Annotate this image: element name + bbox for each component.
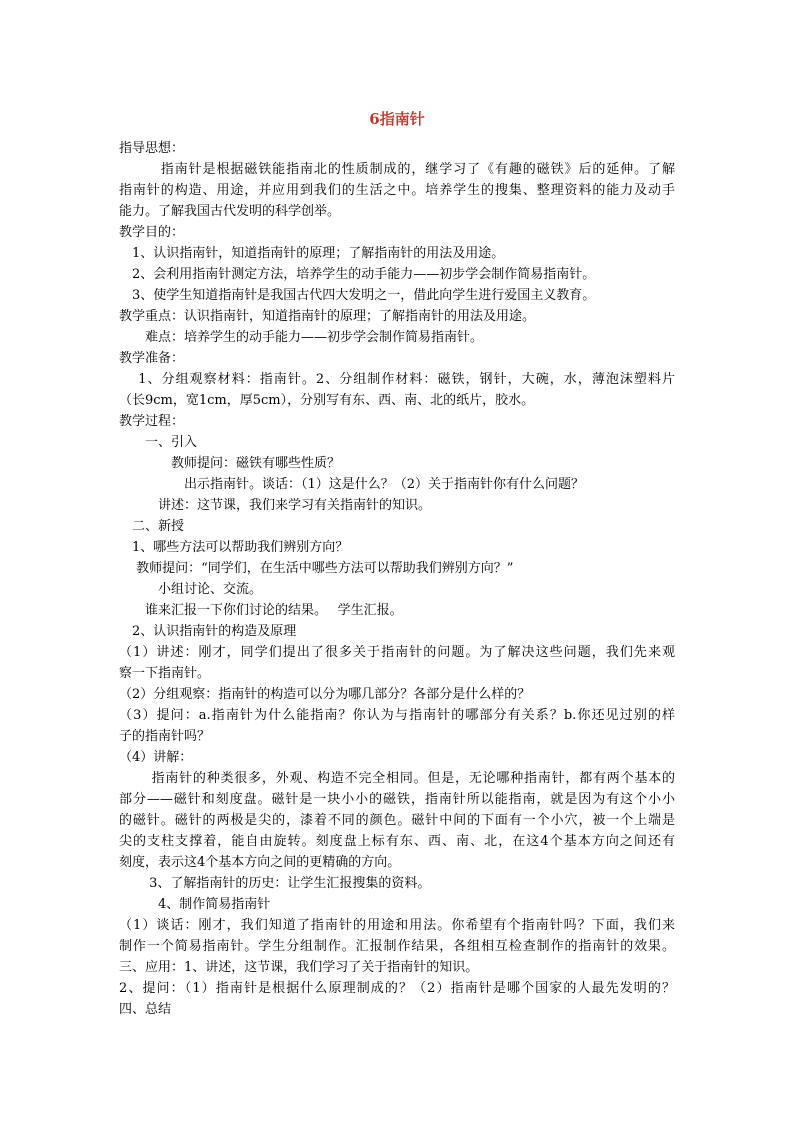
text-line: 指南针的构造、用途，并应用到我们的生活之中。培养学生的搜集、整理资料的能力及动手 <box>119 183 675 198</box>
text-line: 1、认识指南针，知道指南针的原理；了解指南针的用法及用途。 <box>119 246 505 261</box>
text-line: 指南针是根据磁铁能指南北的性质制成的，继学习了《有趣的磁铁》后的延伸。了解 <box>119 162 675 177</box>
text-line: 三、应用：1、讲述，这节课，我们学习了关于指南针的知识。 <box>119 960 479 975</box>
text-line: （1）讲述：刚才，同学们提出了很多关于指南针的问题。为了解决这些问题，我们先来观 <box>119 645 675 660</box>
text-line: （3）提问：a.指南针为什么能指南？你认为与指南针的哪部分有关系？b.你还见过别的样 <box>119 708 675 723</box>
text-line: 3、了解指南针的历史：让学生汇报搜集的资料。 <box>119 876 431 891</box>
text-line: 2、提问：（1）指南针是根据什么原理制成的？（2）指南针是哪个国家的人最先发明的？ <box>119 981 675 996</box>
text-line: 讲述：这节课，我们来学习有关指南针的知识。 <box>119 498 432 513</box>
text-line: 四、总结 <box>119 1002 172 1017</box>
text-line: 子的指南针吗？ <box>119 729 211 744</box>
text-line: 1、分组观察材料：指南针。2、分组制作材料：磁铁，钢针，大碗，水，薄泡沫塑料片 <box>119 372 675 387</box>
text-line: 指导思想： <box>119 141 185 156</box>
text-line: 教学准备： <box>119 351 185 366</box>
text-line: 小组讨论、交流。 <box>119 582 263 597</box>
text-line: 教学过程： <box>119 414 185 429</box>
text-line: 难点：培养学生的动手能力——初步学会制作简易指南针。 <box>119 330 484 345</box>
text-line: 教学重点：认识指南针，知道指南针的原理；了解指南针的用法及用途。 <box>119 309 536 324</box>
text-line: 教师提问：磁铁有哪些性质？ <box>119 456 341 471</box>
text-line: 2、会利用指南针测定方法，培养学生的动手能力——初步学会制作简易指南针。 <box>119 267 596 282</box>
document-title: 6指南针 <box>369 110 425 128</box>
text-line: 部分——磁针和刻度盘。磁针是一块小小的磁铁，指南针所以能指南，就是因为有这个小小 <box>119 792 675 807</box>
text-line: 刻度，表示这4个基本方向之间的更精确的方向。 <box>119 855 401 870</box>
text-line: （4）讲解： <box>119 750 193 765</box>
text-line: 察一下指南针。 <box>119 666 211 681</box>
text-line: 3、使学生知道指南针是我国古代四大发明之一，借此向学生进行爱国主义教育。 <box>119 288 596 303</box>
text-line: 1、哪些方法可以帮助我们辨别方向？ <box>119 540 349 555</box>
text-line: 能力。了解我国古代发明的科学创举。 <box>119 204 341 219</box>
text-line: 尖的支柱支撑着，能自由旋转。刻度盘上标有东、西、南、北，在这4个基本方向之间还有 <box>119 834 675 849</box>
text-line: （1）谈话：刚才，我们知道了指南针的用途和用法。你希望有个指南针吗？下面，我们来 <box>119 918 675 933</box>
text-line: 2、认识指南针的构造及原理 <box>119 624 297 639</box>
text-line: 的磁针。磁针的两极是尖的，漆着不同的颜色。磁针中间的下面有一个小穴，被一个上端是 <box>119 813 675 828</box>
text-line: 指南针的种类很多，外观、构造不完全相同。但是，无论哪种指南针，都有两个基本的 <box>119 771 675 786</box>
text-line: 制作一个简易指南针。学生分组制作。汇报制作结果，各组相互检查制作的指南针的效果。 <box>119 939 675 954</box>
text-line: （长9cm，宽1cm，厚5cm），分别写有东、西、南、北的纸片，胶水。 <box>119 393 535 408</box>
document-body <box>119 138 675 1020</box>
text-line: 教师提问：“同学们，在生活中哪些方法可以帮助我们辨别方向？” <box>119 561 514 576</box>
text-line: （2）分组观察：指南针的构造可以分为哪几部分？各部分是什么样的？ <box>119 687 531 702</box>
text-line: 出示指南针。谈话：（1）这是什么？（2）关于指南针你有什么问题？ <box>119 477 585 492</box>
text-line: 一、引入 <box>119 435 198 450</box>
text-line: 谁来汇报一下你们讨论的结果。 学生汇报。 <box>119 603 403 618</box>
text-line: 教学目的： <box>119 225 185 240</box>
text-line: 二、新授 <box>119 519 185 534</box>
text-line: 4、制作简易指南针 <box>119 897 271 912</box>
